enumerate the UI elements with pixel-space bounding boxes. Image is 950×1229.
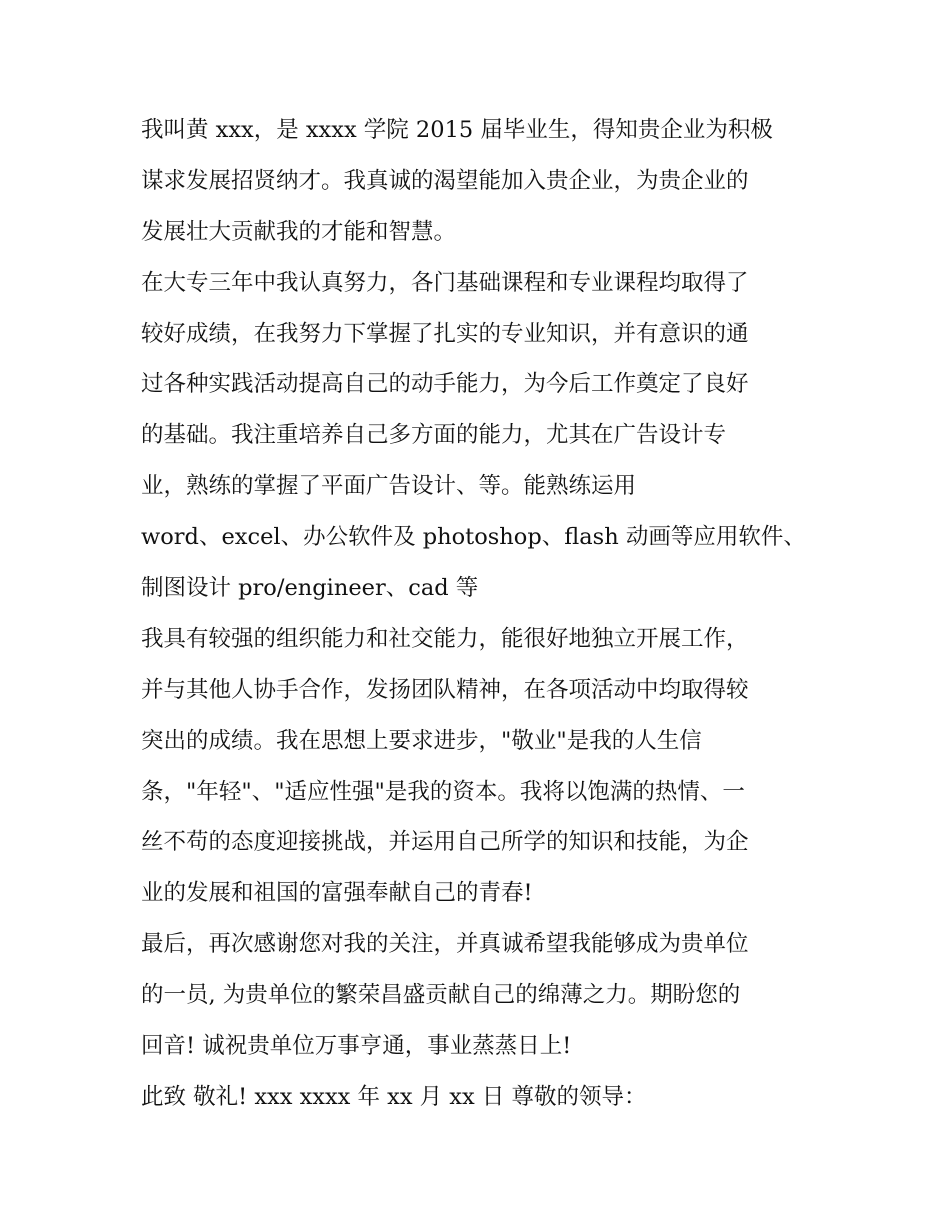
text-line: 较好成绩，在我努力下掌握了扎实的专业知识，并有意识的通 (141, 320, 749, 347)
text-line: 业，熟练的掌握了平面广告设计、等。能熟练运用 (141, 473, 637, 500)
text-line: 业的发展和祖国的富强奉献自己的青春! (141, 880, 533, 907)
text-line: 突出的成绩。我在思想上要求进步，"敬业"是我的人生信 (141, 727, 702, 754)
text-line: word、excel、办公软件及 photoshop、flash 动画等应用软件、 (141, 524, 806, 551)
text-line: 此致 敬礼! xxx xxxx 年 xx 月 xx 日 尊敬的领导： (141, 1083, 647, 1110)
text-line: 过各种实践活动提高自己的动手能力，为今后工作奠定了良好 (141, 371, 749, 398)
text-line: 回音! 诚祝贵单位万事亨通，事业蒸蒸日上! (141, 1033, 572, 1060)
text-line: 在大专三年中我认真努力，各门基础课程和专业课程均取得了 (141, 269, 749, 296)
text-line: 的一员, 为贵单位的繁荣昌盛贡献自己的绵薄之力。期盼您的 (141, 982, 741, 1009)
text-line: 我叫黄 xxx，是 xxxx 学院 2015 届毕业生，得知贵企业为积极 (141, 117, 773, 143)
text-line: 谋求发展招贤纳才。我真诚的渴望能加入贵企业，为贵企业的 (141, 167, 749, 194)
text-line: 条，"年轻"、"适应性强"是我的资本。我将以饱满的热情、一 (141, 778, 745, 805)
text-line: 我具有较强的组织能力和社交能力，能很好地独立开展工作， (141, 625, 749, 652)
text-line: 制图设计 pro/engineer、cad 等 (141, 575, 479, 602)
text-line: 的基础。我注重培养自己多方面的能力，尤其在广告设计专 (141, 422, 727, 449)
text-line: 并与其他人协手合作，发扬团队精神，在各项活动中均取得较 (141, 676, 749, 703)
text-line: 最后，再次感谢您对我的关注，并真诚希望我能够成为贵单位 (141, 931, 749, 958)
letter-body (141, 105, 821, 1123)
text-line: 丝不苟的态度迎接挑战，并运用自己所学的知识和技能，为企 (141, 829, 749, 856)
text-line: 发展壮大贡献我的才能和智慧。 (141, 218, 457, 245)
